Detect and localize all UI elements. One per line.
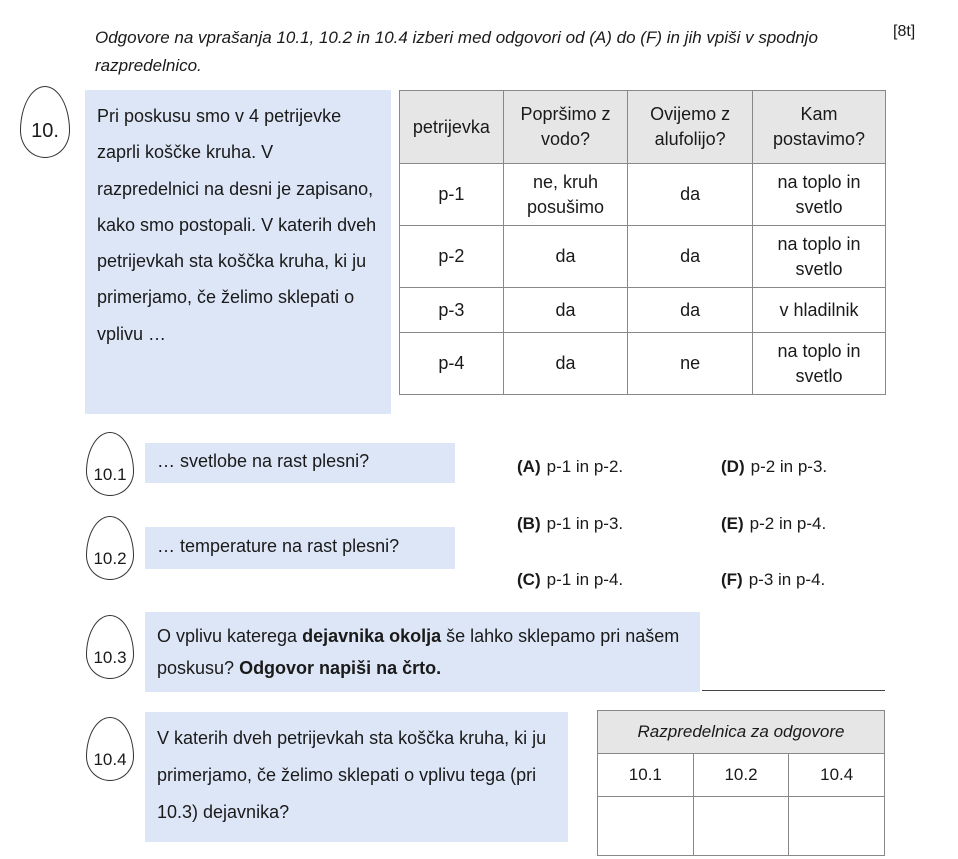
table-row bbox=[400, 164, 886, 226]
experiment-table bbox=[399, 90, 886, 395]
subquestion-10-4-text: V katerih dveh petrijevkah sta koščka kruha, ki ju primerjamo, če želimo sklepati o vplivu tega (pri 10.3) dejavnika? bbox=[157, 728, 547, 822]
option-letter: (E) bbox=[721, 514, 744, 533]
subquestion-10-2-text: … temperature na rast plesni? bbox=[157, 536, 400, 556]
answer-column-10-2: 10.2 bbox=[693, 754, 789, 797]
option-d bbox=[721, 457, 827, 477]
answer-line[interactable] bbox=[702, 690, 885, 691]
table-cell: da bbox=[628, 164, 753, 226]
answer-column-10-1: 10.1 bbox=[598, 754, 694, 797]
header-water: Popršimo z vodo? bbox=[503, 91, 628, 164]
option-letter: (C) bbox=[517, 570, 541, 589]
table-row bbox=[400, 288, 886, 333]
subquestion-10-1-text: … svetlobe na rast plesni? bbox=[157, 451, 370, 471]
header-petrijevka: petrijevka bbox=[400, 91, 504, 164]
subquestion-10-2-box bbox=[145, 527, 455, 569]
table-cell: p-4 bbox=[400, 333, 504, 395]
option-f bbox=[721, 570, 825, 590]
option-b bbox=[517, 514, 623, 534]
option-letter: (A) bbox=[517, 457, 541, 476]
header-foil: Ovijemo z alufolijo? bbox=[628, 91, 753, 164]
option-a bbox=[517, 457, 623, 477]
instruction-text: Odgovore na vprašanja 10.1, 10.2 in 10.4 izberi med odgovori od (A) do (F) in jih vpiši v spodnjo razpredelnico. bbox=[95, 28, 818, 75]
table-cell: da bbox=[503, 333, 628, 395]
option-c bbox=[517, 570, 623, 590]
option-text: p-3 in p-4. bbox=[748, 570, 826, 589]
table-cell: p-2 bbox=[400, 226, 504, 288]
answer-table bbox=[597, 710, 885, 856]
subquestion-badge-10-3 bbox=[86, 615, 134, 679]
table-cell: p-3 bbox=[400, 288, 504, 333]
answer-cell-10-4[interactable] bbox=[789, 797, 885, 856]
intro-text: Pri poskusu smo v 4 petrijevke zaprli koščke kruha. V razpredelnici na desni je zapisano, kako smo postopali. V katerih dveh petrijevkah sta koščka kruha, ki ju primerjamo, če želimo sklepati o vplivu … bbox=[97, 106, 377, 344]
option-letter: (D) bbox=[721, 457, 745, 476]
table-cell: na toplo in svetlo bbox=[752, 333, 885, 395]
option-letter: (F) bbox=[721, 570, 743, 589]
answer-cell-10-1[interactable] bbox=[598, 797, 694, 856]
subquestion-10-1-box bbox=[145, 443, 455, 483]
subquestion-10-3-text-b: še lahko sklepamo pri našem poskusu? bbox=[157, 626, 680, 678]
table-cell: da bbox=[503, 288, 628, 333]
subquestion-10-3-box bbox=[145, 612, 700, 692]
option-letter: (B) bbox=[517, 514, 541, 533]
table-header-row bbox=[400, 91, 886, 164]
answer-cell-10-2[interactable] bbox=[693, 797, 789, 856]
option-text: p-1 in p-2. bbox=[546, 457, 624, 476]
subquestion-badge-10-2 bbox=[86, 516, 134, 580]
option-e bbox=[721, 514, 826, 534]
table-cell: da bbox=[628, 288, 753, 333]
table-cell: da bbox=[503, 226, 628, 288]
question-number-badge bbox=[20, 86, 70, 158]
header-place: Kam postavimo? bbox=[752, 91, 885, 164]
table-cell: da bbox=[628, 226, 753, 288]
subquestion-number: 10.2 bbox=[93, 549, 127, 568]
question-number: 10. bbox=[31, 120, 59, 142]
subquestion-badge-10-1 bbox=[86, 432, 134, 496]
intro-text-box bbox=[85, 90, 391, 414]
points-label: [8t] bbox=[893, 23, 916, 40]
option-text: p-2 in p-3. bbox=[750, 457, 828, 476]
subquestion-10-4-box bbox=[145, 712, 568, 842]
subquestion-10-3-text-a: O vplivu katerega bbox=[157, 626, 303, 646]
option-text: p-1 in p-3. bbox=[546, 514, 624, 533]
table-row bbox=[400, 226, 886, 288]
subquestion-10-3-bold-b: Odgovor napiši na črto. bbox=[239, 658, 442, 678]
table-cell: v hladilnik bbox=[752, 288, 885, 333]
answer-column-10-4: 10.4 bbox=[789, 754, 885, 797]
subquestion-number: 10.3 bbox=[93, 648, 127, 667]
table-cell: ne, kruh posušimo bbox=[503, 164, 628, 226]
table-cell: na toplo in svetlo bbox=[752, 226, 885, 288]
table-row bbox=[400, 333, 886, 395]
subquestion-badge-10-4 bbox=[86, 717, 134, 781]
subquestion-number: 10.1 bbox=[93, 465, 127, 484]
table-cell: na toplo in svetlo bbox=[752, 164, 885, 226]
subquestion-number: 10.4 bbox=[93, 750, 127, 769]
subquestion-10-3-bold-a: dejavnika okolja bbox=[302, 626, 442, 646]
option-text: p-1 in p-4. bbox=[546, 570, 624, 589]
table-cell: ne bbox=[628, 333, 753, 395]
table-cell: p-1 bbox=[400, 164, 504, 226]
option-text: p-2 in p-4. bbox=[749, 514, 827, 533]
answer-table-title: Razpredelnica za odgovore bbox=[598, 711, 885, 754]
